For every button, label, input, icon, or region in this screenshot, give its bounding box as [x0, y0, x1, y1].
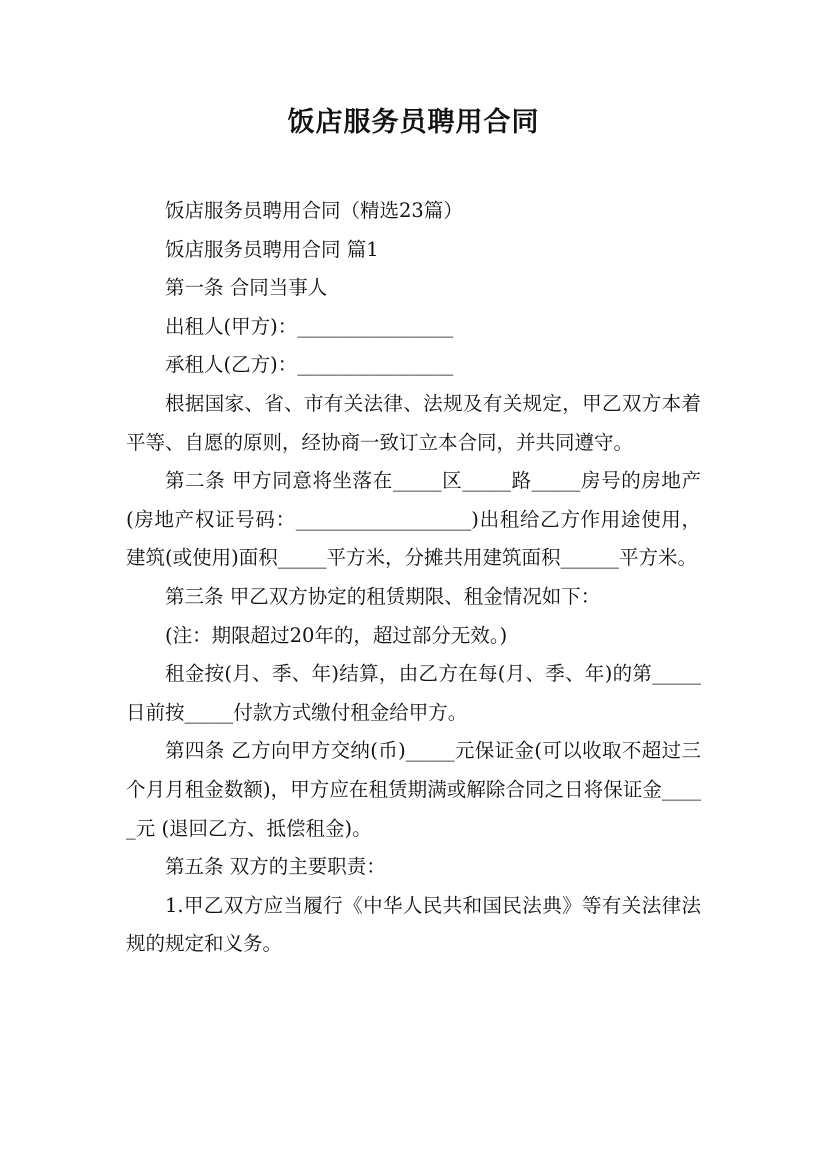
paragraph-subtitle: 饭店服务员聘用合同（精选23篇）	[165, 199, 463, 222]
document-body	[126, 192, 701, 964]
paragraph-preamble: 根据国家、省、市有关法律、法规及有关规定，甲乙双方本着平等、自愿的原则，经协商一致订立本合同，并共同遵守。	[126, 391, 701, 454]
paragraph-article-5-item-1: 1.甲乙双方应当履行《中华人民共和国民法典》等有关法律法规的规定和义务。	[126, 893, 701, 956]
paragraph-lessor-line: 出租人(甲方)：________________	[165, 314, 454, 338]
paragraph-article-1-heading: 第一条 合同当事人	[165, 276, 328, 300]
paragraph-lessee-line: 承租人(乙方)：________________	[165, 353, 454, 377]
paragraph-article-5: 第五条 双方的主要职责：	[165, 855, 386, 879]
paragraph-article-3-note: (注：期限超过20年的，超过部分无效。)	[165, 623, 508, 647]
paragraph-article-2: 第二条 甲方同意将坐落在_____区_____路_____房号的房地产(房地产权证号码：__________________)出租给乙方作用途使用，建筑(或使用)面积_____平方米，分摊共用建筑面积______平方米。	[126, 469, 701, 570]
paragraph-article-4: 第四条 乙方向甲方交纳(币)_____元保证金(可以收取不超过三个月月租金数额)，甲方应在租赁期满或解除合同之日将保证金_____元 (退回乙方、抵偿租金)。	[126, 739, 701, 840]
paragraph-section-heading: 饭店服务员聘用合同 篇1	[165, 237, 379, 261]
paragraph-rent-payment: 租金按(月、季、年)结算，由乙方在每(月、季、年)的第_____日前按_____付款方式缴付租金给甲方。	[126, 662, 701, 724]
paragraph-article-3: 第三条 甲乙双方协定的租赁期限、租金情况如下：	[165, 584, 601, 608]
document-title: 饭店服务员聘用合同	[287, 107, 540, 138]
